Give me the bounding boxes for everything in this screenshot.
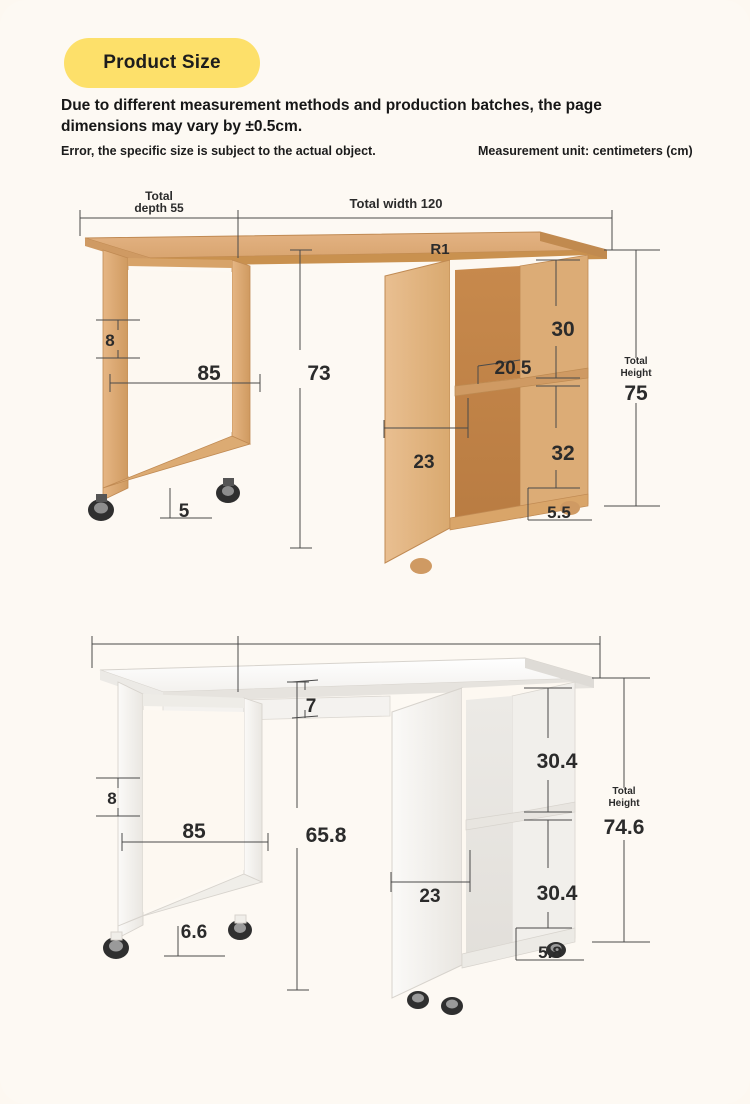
dim-leg-span: 85 [197,362,221,385]
dim-shelf-lower: 32 [551,442,575,465]
dim-shelf-upper: 30.4 [536,750,578,773]
dim-apron: 7 [305,696,317,717]
dim-desk-height: 65.8 [305,824,347,847]
dim-leg-span: 85 [182,820,206,843]
dim-cabinet-width: 23 [413,452,435,473]
dim-desk-height: 73 [307,362,331,385]
label-total-height-line2: Height [620,368,652,379]
caster-wheel [441,997,463,1015]
dim-caster: 5 [178,501,190,522]
dim-leg-top: 8 [105,331,115,350]
dim-total-height: 75 [624,382,648,405]
dim-caster: 6.6 [180,922,208,943]
label-total-height-line2: Height [608,798,640,809]
dim-base: 5.8 [538,943,562,962]
caster-wheel [103,932,129,959]
label-total-height-line1: Total [624,356,648,367]
note-right-text: Measurement unit: centimeters (cm) [478,144,693,158]
label-total-depth-line2: depth 55 [134,201,184,215]
label-total-height-line1: Total [612,786,636,797]
dim-total-height: 74.6 [603,816,645,839]
dim-base: 5.5 [547,503,571,522]
caster-wheel [88,494,114,521]
section-badge-label: Product Size [103,52,221,73]
wood-desk-illustration [85,232,607,574]
dim-shelf-upper: 30 [551,318,575,341]
dim-shelf-lower: 30.4 [536,882,578,905]
dim-leg-top: 8 [107,789,117,808]
white-desk-illustration [100,658,594,1015]
headline-text: Due to different measurement methods and production batches, the page dimensions may vary by ±0.5cm. [61,97,602,135]
label-radius: R1 [430,241,450,258]
label-total-depth-line1: Total [145,189,173,203]
caster-wheel [407,991,429,1009]
caster-wheel [216,478,240,503]
white-desk-dimension-diagram [0,620,750,1040]
caster-wheel [228,915,252,940]
dim-shelf-depth: 20.5 [494,358,532,379]
dim-cabinet-width: 23 [419,886,441,907]
label-total-width: Total width 120 [349,196,443,211]
note-left-text: Error, the specific size is subject to the actual object. [61,144,376,158]
wood-desk-dimension-diagram [0,188,750,598]
section-badge [64,38,260,88]
